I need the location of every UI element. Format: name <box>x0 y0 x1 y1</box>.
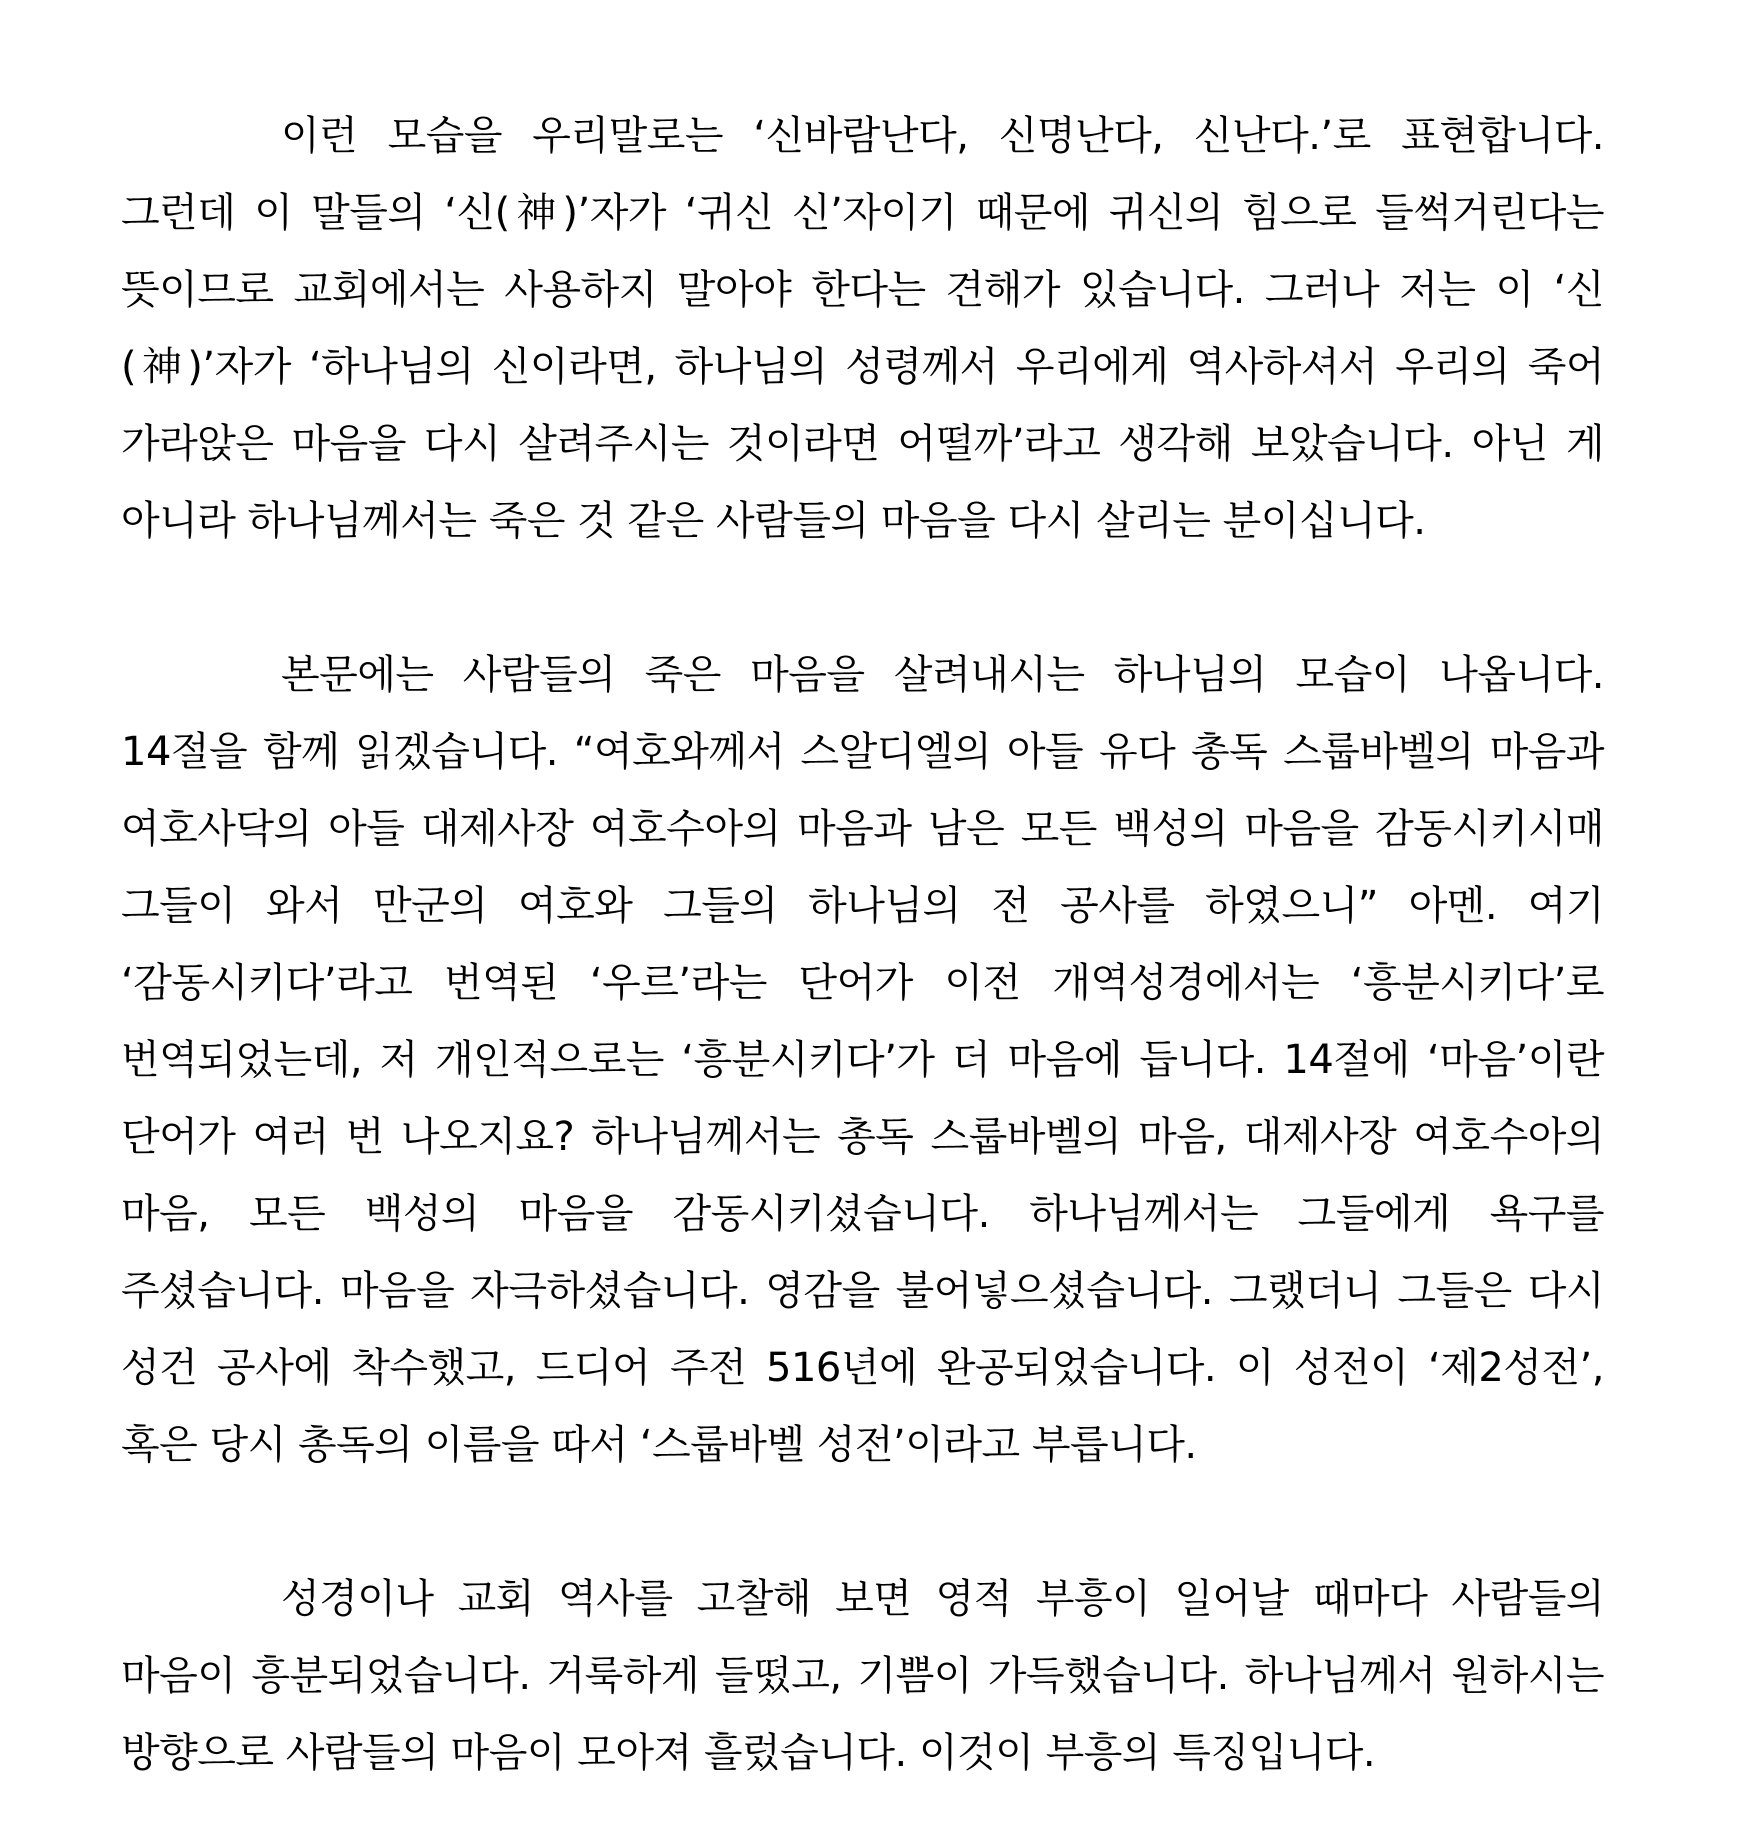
paragraph-1: 이런 모습을 우리말로는 ‘신바람난다, 신명난다, 신난다.’로 표현합니다. 그런데 이 말들의 ‘신(神)’자가 ‘귀신 신’자이기 때문에 귀신의 힘으로 들썩거린다는 뜻이므로 교회에서는 사용하지 말아야 한다는 견해가 있습니다. 그러나 저는 이 ‘신(神)’자가 ‘하나님의 신이라면, 하나님의 성령께서 우리에게 역사하셔서 우리의 죽어 가라앉은 마음을 다시 살려주시는 것이라면 어떨까’라고 생각해 보았습니다. 아닌 게 아니라 하나님께서는 죽은 것 같은 사람들의 마음을 다시 살리는 분이십니다. <box>121 113 1604 544</box>
paragraph-3: 성경이나 교회 역사를 고찰해 보면 영적 부흥이 일어날 때마다 사람들의 마음이 흥분되었습니다. 거룩하게 들떴고, 기쁨이 가득했습니다. 하나님께서 원하시는 방향으로 사람들의 마음이 모아져 흘렀습니다. 이것이 부흥의 특징입니다. <box>121 1576 1604 1776</box>
paragraph-2: 본문에는 사람들의 죽은 마음을 살려내시는 하나님의 모습이 나옵니다. 14절을 함께 읽겠습니다. “여호와께서 스알디엘의 아들 유다 총독 스룹바벨의 마음과 여호사닥의 아들 대제사장 여호수아의 마음과 남은 모든 백성의 마음을 감동시키시매 그들이 와서 만군의 여호와 그들의 하나님의 전 공사를 하였으니” 아멘. 여기 ‘감동시키다’라고 번역된 ‘우르’라는 단어가 이전 개역성경에서는 ‘흥분시키다’로 번역되었는데, 저 개인적으로는 ‘흥분시키다’가 더 마음에 듭니다. 14절에 ‘마음’이란 단어가 여러 번 나오지요? 하나님께서는 총독 스룹바벨의 마음, 대제사장 여호수아의 마음, 모든 백성의 마음을 감동시키셨습니다. 하나님께서는 그들에게 욕구를 주셨습니다. 마음을 자극하셨습니다. 영감을 불어넣으셨습니다. 그랬더니 그들은 다시 성건 공사에 착수했고, 드디어 주전 516년에 완공되었습니다. 이 성전이 ‘제2성전’, 혹은 당시 총독의 이름을 따서 ‘스룹바벨 성전’이라고 부릅니다. <box>121 652 1604 1468</box>
